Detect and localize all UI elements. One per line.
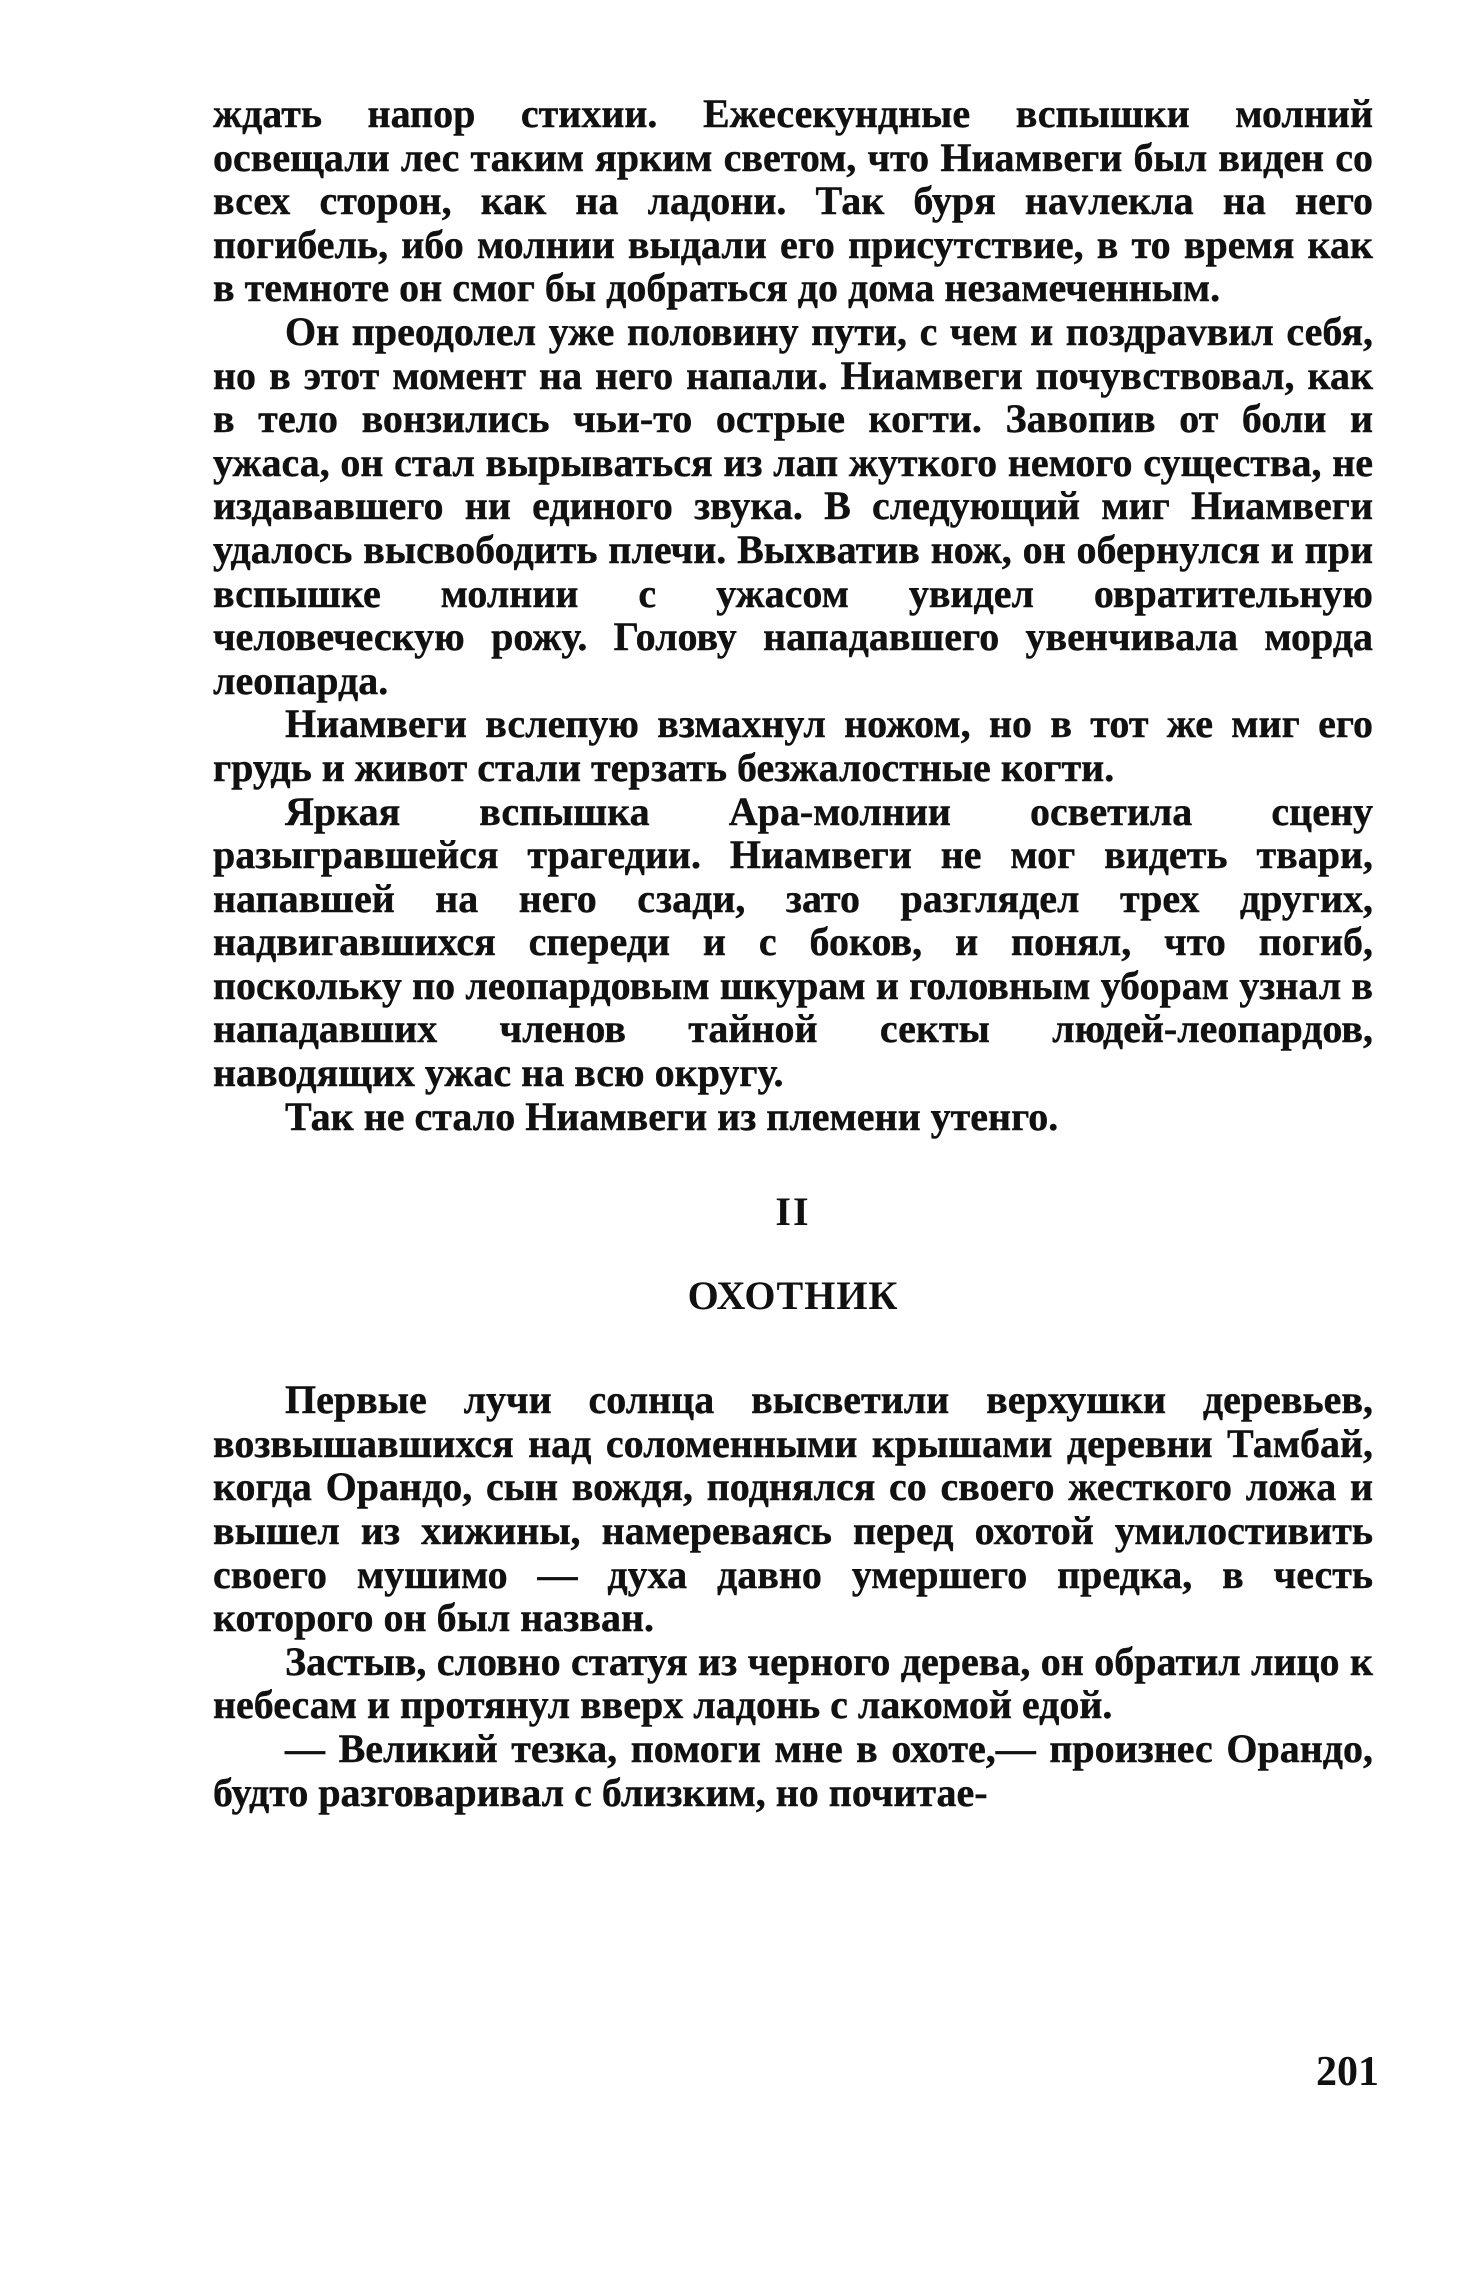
page-number: 201 [1316, 2049, 1379, 2095]
paragraph: Так не стало Ниамвеги из племени утенго. [285, 1093, 1059, 1139]
book-page [213, 92, 1373, 1814]
paragraph: Ниамвеги вслепую взмахнул ножом, но в тот же миг его грудь и живот стали терзать безжалостные когти. [213, 701, 1373, 790]
paragraph: Он преодолел уже половину пути, с чем и поздраvвил себя, но в этот момент на него напали. Ниамвеги почувствовал, как в тело вонзились чьи-то острые когти. Завопив от боли и ужаса, он стал вырываться из лап жуткого немого существа, не издававшего ни единого звука. В следующий миг Ниамвеги удалось высвободить плечи. Выхватив нож, он обернулся и при вспышке молнии с ужасом увидел овратительную человеческую рожу. Голову нападавшего увенчивала морда леопарда. [213, 308, 1373, 703]
chapter-number: II [775, 1189, 811, 1235]
paragraph-continued: ждать напор стихии. Ежесекундные вспышки молний освещали лес таким ярким светом, что Ниамвеги был виден со всех сторон, как на ладони. Так буря наvлекла на него погибель, ибо молнии выдали его присутствие, в то время как в темноте он смог бы добраться до дома незамеченным. [213, 91, 1373, 311]
chapter-title: ОХОТНИК [687, 1273, 899, 1319]
paragraph: Яркая вспышка Ара-молнии осветила сцену разыгравшейся трагедии. Ниамвеги не мог видеть твари, напавшей на него сзади, зато разглядел трех других, надвигавшихся спереди и с боков, и понял, что погиб, поскольку по леопардовым шкурам и головным уборам узнал в нападавших членов тайной секты людей-леопардов, наводящих ужас на всю округу. [213, 788, 1373, 1096]
paragraph: — Великий тезка, помоги мне в охоте,— произнес Орандо, будто разговаривал с близким, но почитае- [213, 1726, 1373, 1815]
paragraph: Первые лучи солнца высветили верхушки деревьев, возвышавшихся над соломенными крышами деревни Тамбай, когда Орандо, сын вождя, поднялся со своего жесткого ложа и вышел из хижины, намереваясь перед охотой умилостивить своего мушимо — духа давно умершего предка, в честь которого он был назван. [213, 1377, 1373, 1641]
paragraph: Застыв, словно статуя из черного дерева, он обратил лицо к небесам и протянул вверх ладонь с лакомой едой. [213, 1638, 1373, 1728]
